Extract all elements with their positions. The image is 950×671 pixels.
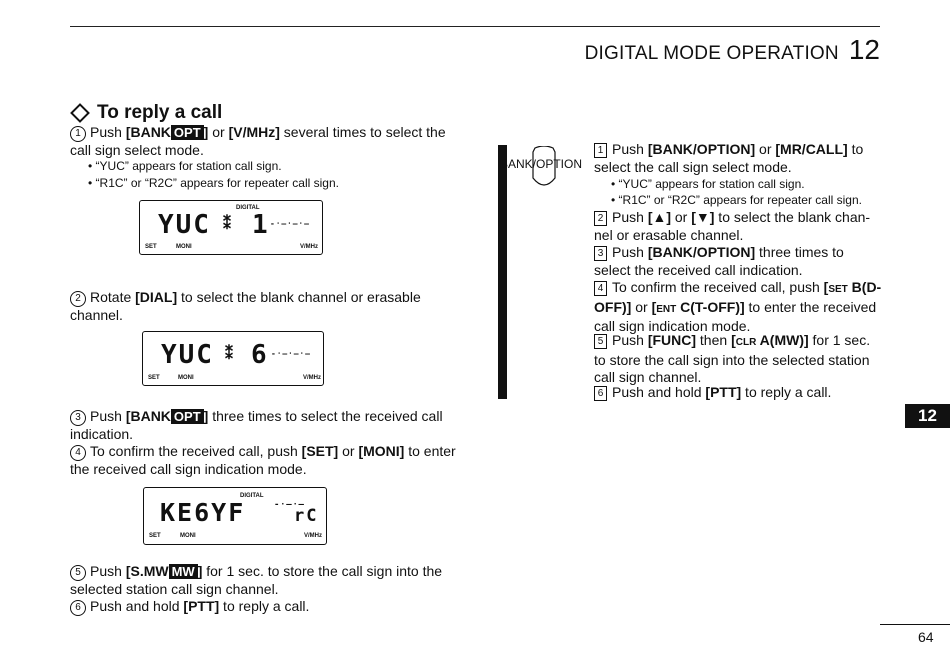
right-step-4: 4 To confirm the received call, push [SET B(D-OFF)] or [ENT C(T-OFF)] to enter the received call sign indication mode. [594, 279, 882, 334]
left-step-1: 1 Push [BANK OPT ] or [V/MHz] several times to select the call sign select mode. [70, 124, 446, 158]
step-number: 5 [70, 565, 86, 581]
step-number: 5 [594, 334, 607, 349]
chapter-number: 12 [848, 34, 880, 65]
lcd-display-3: DIGITAL KE6YF -‧—‧— rC SET MONI V/MHz [143, 487, 327, 545]
left-step-6: 6 Push and hold [PTT] to reply a call. [70, 598, 456, 616]
right-step-2: 2 Push [▲] or [▼] to select the blank channel or erasable channel. [594, 209, 871, 243]
step-number: 1 [70, 126, 86, 142]
chapter-header [585, 34, 880, 66]
header-rule [70, 26, 880, 27]
page-number-rule [880, 624, 950, 625]
opt-badge: OPT [171, 409, 204, 424]
step-number: 3 [594, 246, 607, 261]
right-note-2: • “R1C” or “R2C” appears for repeater call sign. [611, 193, 862, 207]
lcd-display-1: DIGITAL YUC ⁑ 1 -‧—‧—‧— SET MONI V/MHz [139, 200, 323, 255]
left-note-1: • “YUC” appears for station call sign. [88, 159, 282, 173]
section-title [70, 102, 222, 124]
right-step-3: 3 Push [BANK/OPTION] three times to select the received call indication. [594, 244, 844, 278]
bank-option-label: BANK/OPTION [500, 157, 583, 171]
left-step-2: 2 Rotate [DIAL] to select the blank channel or erasable channel. [70, 289, 421, 323]
right-step-6: 6 Push and hold [PTT] to reply a call. [594, 384, 882, 402]
step-number: 3 [70, 410, 86, 426]
step-number: 6 [70, 600, 86, 616]
lcd-display-2: YUC ⁑ 6 -‧—‧—‧— SET MONI V/MHz [142, 331, 324, 386]
step-number: 6 [594, 386, 607, 401]
page-number: 64 [918, 629, 934, 645]
step-number: 4 [594, 281, 607, 296]
step-number: 2 [70, 291, 86, 307]
step-number: 2 [594, 211, 607, 226]
left-note-2: • “R1C” or “R2C” appears for repeater call sign. [88, 176, 339, 190]
right-step-5: 5 Push [FUNC] then [CLR A(MW)] for 1 sec. to store the call sign into the selected station call sign channel. [594, 332, 871, 385]
right-note-1: • “YUC” appears for station call sign. [611, 177, 805, 191]
left-step-5: 5 Push [S.MW MW ] for 1 sec. to store the call sign into the selected station call sign channel. [70, 563, 443, 597]
chapter-tab: 12 [905, 404, 950, 428]
left-step-4: 4 To confirm the received call, push [SET] or [MONI] to enter the received call sign indication mode. [70, 443, 456, 477]
right-step-1: 1 Push [BANK/OPTION] or [MR/CALL] to select the call sign select mode. [594, 141, 864, 175]
bank-option-sidebar-bar [498, 145, 507, 399]
section-title-text: To reply a call [97, 102, 223, 123]
chapter-title: DIGITAL MODE OPERATION [584, 43, 839, 64]
diamond-icon [70, 103, 90, 123]
step-number: 1 [594, 143, 607, 158]
opt-badge: OPT [171, 125, 204, 140]
step-number: 4 [70, 445, 86, 461]
left-step-3: 3 Push [BANK OPT ] three times to select the received call indication. [70, 408, 443, 442]
mw-badge: MW [169, 564, 198, 579]
